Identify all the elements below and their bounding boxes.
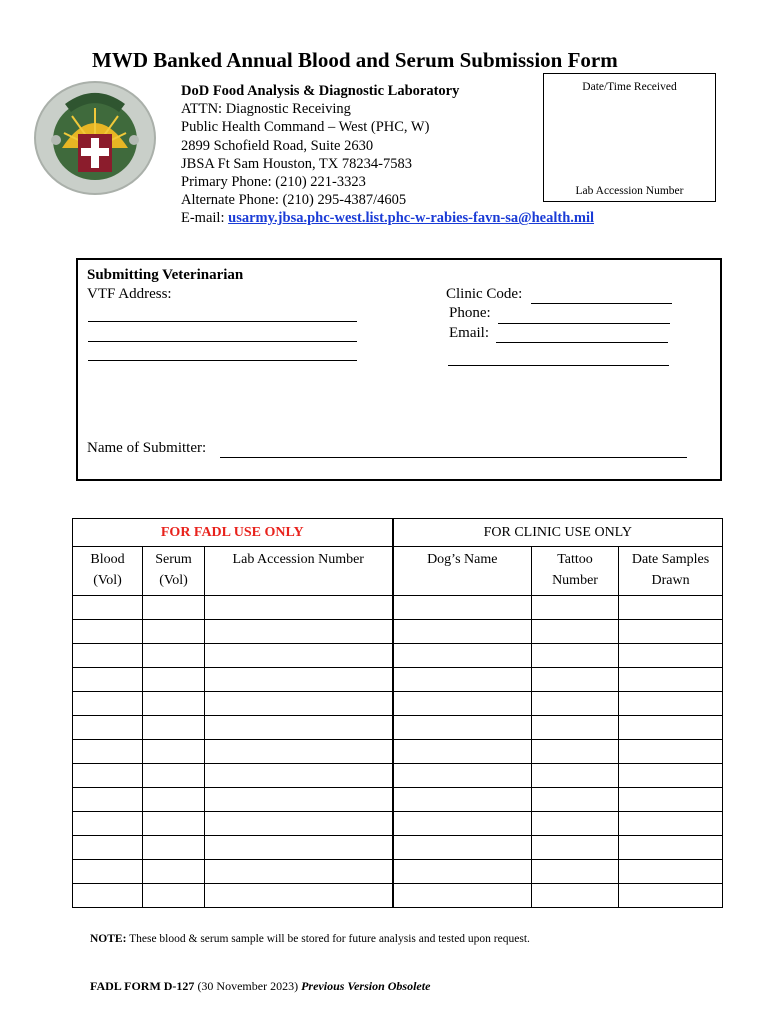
table-cell[interactable] bbox=[143, 620, 205, 644]
table-row bbox=[73, 884, 723, 908]
email-label: E-mail: bbox=[181, 210, 229, 227]
table-cell[interactable] bbox=[143, 836, 205, 860]
vtf-address-label: VTF Address: bbox=[87, 286, 172, 302]
table-cell[interactable] bbox=[205, 860, 393, 884]
table-cell[interactable] bbox=[532, 716, 619, 740]
table-cell[interactable] bbox=[205, 812, 393, 836]
table-cell[interactable] bbox=[73, 668, 143, 692]
table-cell[interactable] bbox=[205, 692, 393, 716]
lab-address-block bbox=[181, 82, 594, 228]
table-cell[interactable] bbox=[205, 788, 393, 812]
address-line: JBSA Ft Sam Houston, TX 78234-7583 bbox=[181, 155, 412, 172]
note bbox=[90, 933, 530, 945]
form-footer bbox=[90, 979, 430, 994]
table-cell[interactable] bbox=[73, 740, 143, 764]
table-cell[interactable] bbox=[532, 668, 619, 692]
table-cell[interactable] bbox=[619, 764, 723, 788]
table-cell[interactable] bbox=[205, 596, 393, 620]
table-cell[interactable] bbox=[73, 692, 143, 716]
fadl-header-text: FOR FADL USE ONLY bbox=[160, 524, 304, 540]
table-cell[interactable] bbox=[73, 884, 143, 908]
table-cell[interactable] bbox=[73, 860, 143, 884]
table-cell[interactable] bbox=[619, 740, 723, 764]
lab-name: DoD Food Analysis & Diagnostic Laboratory bbox=[181, 83, 460, 99]
alternate-phone: Alternate Phone: (210) 295-4387/4605 bbox=[181, 192, 407, 209]
col-label: Dog’s Name bbox=[427, 552, 498, 567]
col-label: Date Samples bbox=[631, 552, 710, 567]
table-cell[interactable] bbox=[393, 596, 532, 620]
email-line bbox=[181, 209, 594, 227]
email-field-label: Email: bbox=[449, 325, 489, 341]
table-row bbox=[73, 788, 723, 812]
table-cell[interactable] bbox=[143, 788, 205, 812]
col-label: Serum bbox=[155, 552, 192, 567]
col-label: Tattoo bbox=[557, 552, 593, 567]
table-cell[interactable] bbox=[619, 596, 723, 620]
table-cell[interactable] bbox=[205, 716, 393, 740]
table-row bbox=[73, 668, 723, 692]
col-label: Lab Accession Number bbox=[232, 552, 364, 567]
table-cell[interactable] bbox=[393, 860, 532, 884]
table-cell[interactable] bbox=[143, 812, 205, 836]
phone-label: Phone: bbox=[449, 305, 491, 321]
note-label: NOTE: bbox=[90, 933, 127, 945]
extra-contact-line[interactable] bbox=[448, 365, 669, 366]
col-label: Drawn bbox=[651, 573, 690, 588]
table-cell[interactable] bbox=[532, 620, 619, 644]
table-cell[interactable] bbox=[393, 836, 532, 860]
col-dogs-name bbox=[393, 547, 532, 596]
table-cell[interactable] bbox=[73, 764, 143, 788]
phone-field[interactable] bbox=[498, 323, 670, 324]
col-label: Blood bbox=[90, 552, 125, 567]
col-lab-accession-number bbox=[205, 547, 393, 596]
table-row bbox=[73, 812, 723, 836]
table-cell[interactable] bbox=[143, 716, 205, 740]
table-cell[interactable] bbox=[393, 668, 532, 692]
table-cell[interactable] bbox=[393, 812, 532, 836]
submitting-veterinarian-box bbox=[76, 258, 722, 481]
table-row bbox=[73, 644, 723, 668]
table-cell[interactable] bbox=[532, 860, 619, 884]
table-cell[interactable] bbox=[143, 596, 205, 620]
table-row bbox=[73, 860, 723, 884]
table-cell[interactable] bbox=[393, 644, 532, 668]
table-cell[interactable] bbox=[619, 620, 723, 644]
table-cell[interactable] bbox=[73, 596, 143, 620]
form-title: MWD Banked Annual Blood and Serum Submission Form bbox=[92, 48, 618, 72]
sample-table bbox=[72, 518, 723, 908]
address-line: Public Health Command – West (PHC, W) bbox=[181, 119, 430, 136]
table-cell[interactable] bbox=[73, 716, 143, 740]
form-number: FADL FORM D-127 bbox=[90, 979, 195, 993]
submitter-label: Name of Submitter: bbox=[87, 440, 207, 456]
veterinary-corps-crest-logo bbox=[30, 78, 160, 196]
col-label: Number bbox=[552, 573, 598, 588]
table-cell[interactable] bbox=[532, 836, 619, 860]
submitter-name-field[interactable] bbox=[220, 457, 687, 458]
table-cell[interactable] bbox=[73, 812, 143, 836]
table-cell[interactable] bbox=[532, 644, 619, 668]
table-row bbox=[73, 764, 723, 788]
table-cell[interactable] bbox=[393, 716, 532, 740]
note-text: These blood & serum sample will be stored for future analysis and tested upon request. bbox=[126, 933, 530, 945]
table-cell[interactable] bbox=[619, 884, 723, 908]
clinic-code-label: Clinic Code: bbox=[446, 286, 523, 302]
table-cell[interactable] bbox=[532, 764, 619, 788]
address-line: ATTN: Diagnostic Receiving bbox=[181, 101, 351, 118]
vtf-address-line-2[interactable] bbox=[88, 341, 357, 342]
email-field[interactable] bbox=[496, 342, 668, 343]
vtf-address-line-3[interactable] bbox=[88, 360, 357, 361]
table-cell[interactable] bbox=[73, 836, 143, 860]
col-label: (Vol) bbox=[93, 573, 122, 588]
table-cell[interactable] bbox=[532, 596, 619, 620]
table-cell[interactable] bbox=[393, 788, 532, 812]
table-cell[interactable] bbox=[619, 812, 723, 836]
table-cell[interactable] bbox=[393, 884, 532, 908]
table-cell[interactable] bbox=[619, 668, 723, 692]
table-cell[interactable] bbox=[205, 740, 393, 764]
table-cell[interactable] bbox=[205, 620, 393, 644]
form-date: (30 November 2023) bbox=[194, 979, 302, 993]
table-column-header-row bbox=[73, 547, 723, 596]
table-cell[interactable] bbox=[73, 620, 143, 644]
obsolete-notice: Previous Version Obsolete bbox=[301, 979, 431, 993]
fadl-use-only-header bbox=[73, 519, 393, 547]
table-cell[interactable] bbox=[143, 884, 205, 908]
table-cell[interactable] bbox=[205, 644, 393, 668]
table-cell[interactable] bbox=[73, 644, 143, 668]
table-cell[interactable] bbox=[205, 836, 393, 860]
table-cell[interactable] bbox=[143, 740, 205, 764]
table-cell[interactable] bbox=[143, 692, 205, 716]
table-cell[interactable] bbox=[73, 788, 143, 812]
table-row bbox=[73, 716, 723, 740]
table-cell[interactable] bbox=[619, 788, 723, 812]
table-row bbox=[73, 620, 723, 644]
vtf-address-line-1[interactable] bbox=[88, 321, 357, 322]
table-cell[interactable] bbox=[532, 740, 619, 764]
col-label: (Vol) bbox=[159, 573, 188, 588]
col-date-samples-drawn bbox=[619, 547, 723, 596]
table-cell[interactable] bbox=[393, 764, 532, 788]
table-cell[interactable] bbox=[532, 692, 619, 716]
table-cell[interactable] bbox=[205, 884, 393, 908]
table-cell[interactable] bbox=[619, 836, 723, 860]
address-line: 2899 Schofield Road, Suite 2630 bbox=[181, 137, 374, 154]
table-cell[interactable] bbox=[143, 644, 205, 668]
email-link[interactable]: usarmy.jbsa.phc-west.list.phc-w-rabies-favn-sa@health.mil bbox=[228, 210, 595, 227]
table-cell[interactable] bbox=[532, 812, 619, 836]
vet-heading: Submitting Veterinarian bbox=[87, 267, 244, 283]
table-row bbox=[73, 596, 723, 620]
receipt-box[interactable] bbox=[543, 73, 716, 202]
table-cell[interactable] bbox=[532, 788, 619, 812]
table-cell[interactable] bbox=[143, 764, 205, 788]
col-serum-vol bbox=[143, 547, 205, 596]
table-row bbox=[73, 740, 723, 764]
table-cell[interactable] bbox=[393, 620, 532, 644]
lab-accession-number-label: Lab Accession Number bbox=[575, 185, 684, 197]
table-cell[interactable] bbox=[619, 860, 723, 884]
col-tattoo-number bbox=[532, 547, 619, 596]
primary-phone: Primary Phone: (210) 221-3323 bbox=[181, 174, 366, 191]
col-blood-vol bbox=[73, 547, 143, 596]
table-cell[interactable] bbox=[393, 692, 532, 716]
table-cell[interactable] bbox=[532, 884, 619, 908]
table-row bbox=[73, 836, 723, 860]
table-cell[interactable] bbox=[143, 668, 205, 692]
table-cell[interactable] bbox=[619, 692, 723, 716]
table-cell[interactable] bbox=[619, 716, 723, 740]
table-cell[interactable] bbox=[205, 668, 393, 692]
table-cell[interactable] bbox=[205, 764, 393, 788]
table-group-header-row bbox=[73, 519, 723, 547]
date-time-received-label: Date/Time Received bbox=[582, 81, 677, 93]
table-cell[interactable] bbox=[143, 860, 205, 884]
table-row bbox=[73, 692, 723, 716]
table-cell[interactable] bbox=[619, 644, 723, 668]
table-cell[interactable] bbox=[393, 740, 532, 764]
clinic-code-field[interactable] bbox=[531, 303, 672, 304]
clinic-use-only-header: FOR CLINIC USE ONLY bbox=[393, 519, 723, 547]
